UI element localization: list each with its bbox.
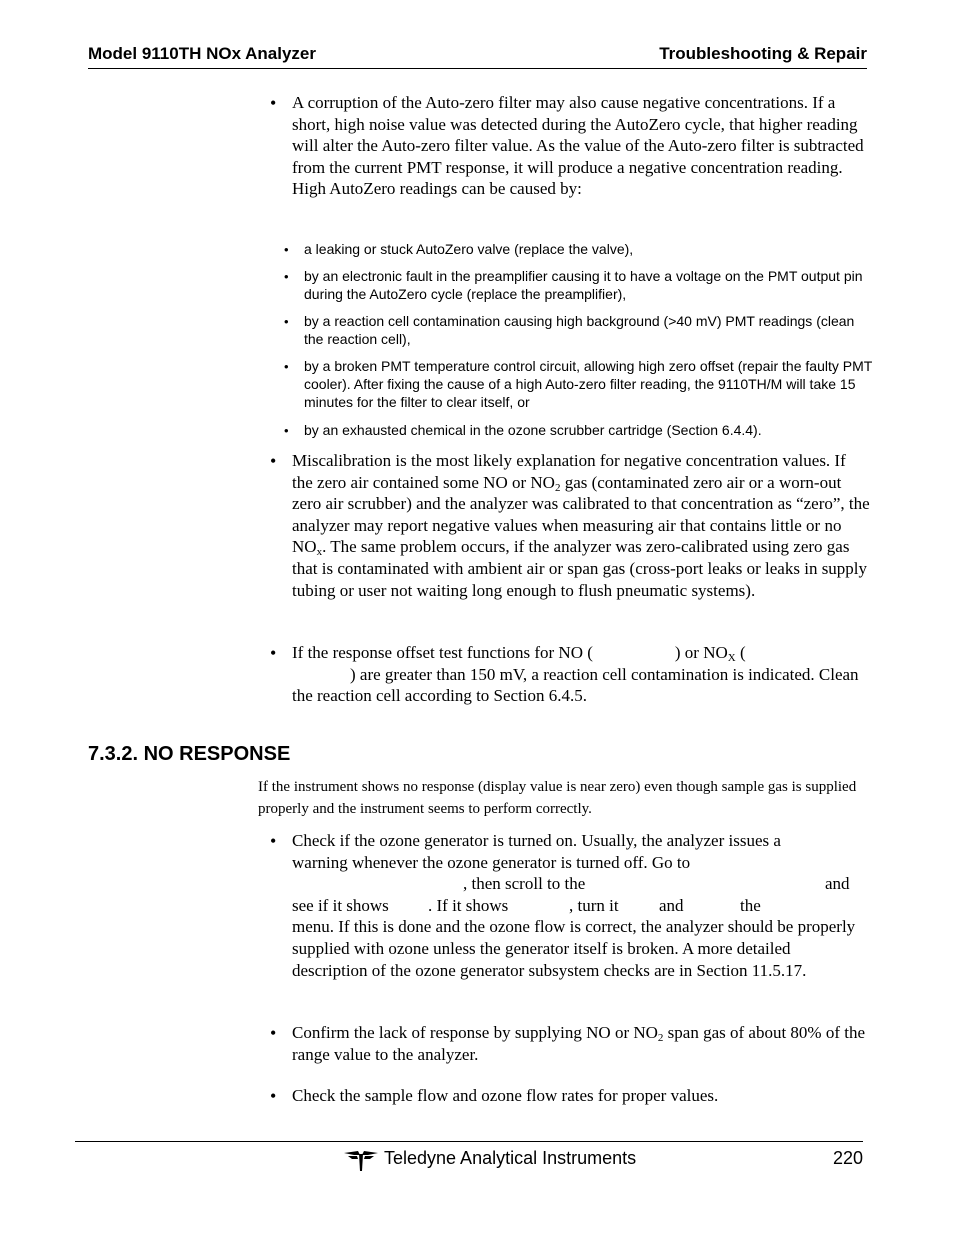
bullet-dot: • <box>270 451 277 471</box>
section-heading: 7.3.2. NO RESPONSE <box>88 743 291 765</box>
ozone-generator-paragraph: Check if the ozone generator is turned on. Usually, the analyzer issues a warning whenever the ozone generator is turned off. Go to , then scroll to the and see if it shows . If it shows , turn it and the menu. If this is done and the ozone flow is correct, the analyzer should be properly supplied with ozone unless the generator itself is broken. A more detailed description of the ozone generator subsystem checks are in Section 11.5.17. <box>292 831 856 980</box>
sub-bullet-item: a leaking or stuck AutoZero valve (replace the valve), <box>304 241 634 257</box>
bullet-dot: • <box>270 93 277 113</box>
sub-bullet-dot: • <box>284 269 289 284</box>
sub-bullet-dot: • <box>284 242 289 257</box>
sub-bullet-dot: • <box>284 314 289 329</box>
page-number: 220 <box>833 1148 864 1168</box>
check-flow-paragraph: Check the sample flow and ozone flow rates for proper values. <box>292 1086 719 1105</box>
bullet-dot: • <box>270 1023 277 1043</box>
bullet-dot: • <box>270 831 277 851</box>
header-section: Troubleshooting & Repair <box>659 44 867 63</box>
bullet-dot: • <box>270 1086 277 1106</box>
footer-rule <box>75 1141 863 1142</box>
sub-bullet-item: by an exhausted chemical in the ozone scrubber cartridge (Section 6.4.4). <box>304 422 762 438</box>
confirm-paragraph: Confirm the lack of response by supplying NO or $NO_2$ span gas of about 80% of the range value to the analyzer. <box>292 1023 866 1064</box>
sub-bullet-item: by a broken PMT temperature control circuit, allowing high zero offset (repair the faulty PMT cooler). After fixing the cause of a high Auto-zero filter reading, the 9110TH/M will take 15 minutes for the filter to clear itself, or <box>304 358 873 410</box>
sub-bullet-dot: • <box>284 359 289 374</box>
header-title: Model 9110TH NOx Analyzer <box>88 44 317 63</box>
section-intro: If the instrument shows no response (display value is near zero) even though sample gas is supplied properly and the instrument seems to perform correctly. <box>258 779 857 817</box>
sub-bullet-item: by an electronic fault in the preamplifier causing it to have a voltage on the PMT output pin during the AutoZero cycle (replace the preamplifier), <box>304 268 863 302</box>
sub-bullet-dot: • <box>284 423 289 438</box>
teledyne-logo-icon <box>344 1149 378 1171</box>
miscalibration-paragraph: Miscalibration is the most likely explanation for negative concentration values. If the zero air contained some NO or $NO_2$ gas (contaminated zero air or a worn-out zero air scrubber) and the analyzer was calibrated to that concentration as “zero”, the analyzer may report negative values when measuring air that contains little or no $NO_x$. The same problem occurs, if the analyzer was zero-calibrated using zero gas that is contaminated with ambient air or span gas (cross-port leaks or leaks in supply tubing or user not waiting long enough to flush pneumatic systems). <box>292 451 870 600</box>
bullet-dot: • <box>270 643 277 663</box>
footer-company: Teledyne Analytical Instruments <box>384 1148 637 1168</box>
page-header <box>88 44 867 69</box>
sub-bullet-item: by a reaction cell contamination causing high background (>40 mV) PMT readings (clean the reaction cell), <box>304 313 855 347</box>
offset-paragraph: If the response offset test functions for NO ( ) or $NO_X$ ( ) are greater than 150 mV, a reaction cell contamination is indicated. Clean the reaction cell according to Section 6.4.5. <box>292 643 859 706</box>
autozero-paragraph: A corruption of the Auto-zero filter may also cause negative concentrations. If a short, high noise value was detected during the AutoZero cycle, that higher reading will alter the Auto-zero filter value. As the value of the Auto-zero filter is subtracted from the current PMT response, it will produce a negative concentration reading. High AutoZero readings can be caused by: <box>292 93 864 199</box>
